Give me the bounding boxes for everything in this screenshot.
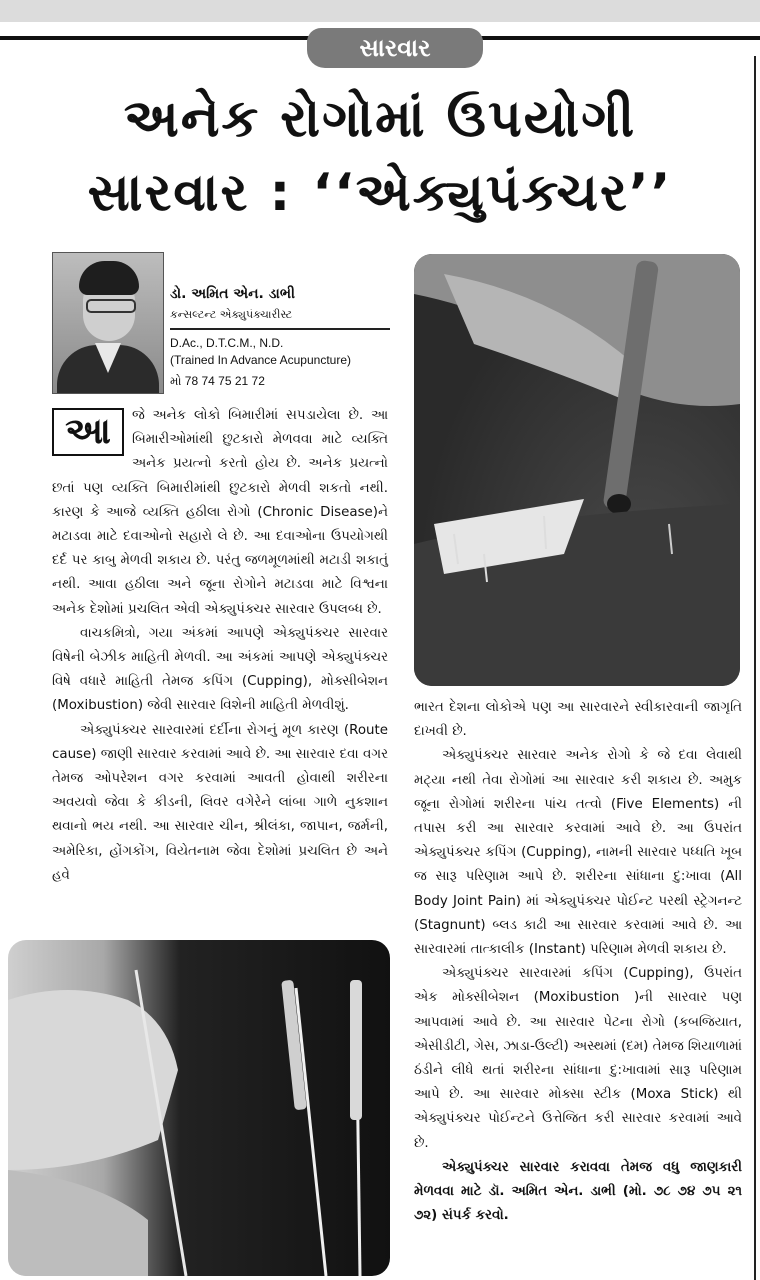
article-paragraph: ભારત દેશના લોકોએ પણ આ સારવારને સ્વીકારવાની જાગૃતિ દાખવી છે.: [414, 700, 742, 740]
author-phone: મો 78 74 75 21 72: [170, 374, 265, 388]
contact-paragraph: એક્યુપંક્ચર સારવાર કરાવવા તેમજ વધુ જાણકારી મેળવવા માટે ડૉ. અમિત એન. ડાભી (મો. ૭૮ ૭૪ ૭૫ ૨૧ ૭૨) સંપર્ક કરવો.: [414, 1159, 742, 1224]
article-paragraph: એક્યુપંક્ચર સારવારમાં કપિંગ (Cupping), ઉપરાંત એક મોક્સીબેશન (Moxibustion )ની સારવાર પણ આપવામાં આવે છે. આ સારવાર પેટના રોગો (કબજિયાત, એસીડીટી, ગેસ, ઝાડા-ઉલ્ટી) અસ્થમાં (દમ) તેમજ શિયાળામાં ઠંડીને લીધે થતાં શરીરના સાંધાના દુ:ખાવામાં સારૂ પરિણામ આપે છે. આ સારવાર મોક્સા સ્ટીક (Moxa Stick) થી એક્યુપંક્ચર પોઈન્ટને ઉત્તેજિત કરી સારવાર કરવામાં આવે છે.: [414, 966, 742, 1151]
top-band: [0, 0, 760, 22]
column-rule: [754, 56, 756, 1280]
author-photo: [52, 252, 164, 394]
author-divider: [170, 328, 390, 330]
headline-line-2: સારવાર : ‘‘એક્યુપંક્ચર’’: [87, 163, 673, 223]
section-tag: સારવાર: [307, 28, 483, 68]
moxa-stick-photo: [414, 254, 740, 686]
dropcap: આ: [52, 408, 124, 456]
article-paragraph: એક્યુપંક્ચર સારવાર અનેક રોગો કે જે દવા લેવાથી મટ્યા નથી તેવા રોગોમાં આ સારવાર કરી શકાય છે. અમુક જૂના રોગોમાં શરીરના પાંચ તત્વો (Five Elements) ની તપાસ કરી આ સારવાર કરવામાં આવે છે. આ ઉપરાંત એક્યુપંક્ચર કપિંગ (Cupping), નામની સારવાર પધ્ધતિ ખૂબ જ સારૂ પરિણામ આપે છે. શરીરના સાંધાના દુ:ખાવા (All Body Joint Pain) માં એક્યુપંક્ચર પોઈન્ટ પરથી સ્ટ્રેગનન્ટ (Stagnunt) બ્લડ કાઢી આ સારવાર કરવામાં આવે છે. આ સારવારમાં તાત્કાલીક (Instant) પરિણામ મેળવી શકાય છે.: [414, 748, 742, 958]
author-degrees: D.Ac., D.T.C.M., N.D.: [170, 336, 284, 350]
needles-photo: [8, 940, 390, 1276]
article-right-column: [414, 696, 742, 1228]
article-left-column: [52, 404, 388, 888]
author-title: કન્સલ્ટન્ટ એક્યુપંક્ચારીસ્ટ: [170, 308, 293, 321]
headline: [30, 82, 730, 230]
headline-line-1: અનેક રોગોમાં ઉપયોગી: [123, 89, 637, 149]
author-name: ડો. અમિત એન. ડાભી: [170, 286, 296, 302]
author-training: (Trained In Advance Acupuncture): [170, 353, 351, 367]
article-paragraph: એક્યુપંક્ચર સારવારમાં દર્દીના રોગનું મૂળ કારણ (Route cause) જાણી સારવાર કરવામાં આવે છે. આ સારવાર દવા વગર તેમજ ઓપરેશન વગર કરવામાં આવતી હોવાથી શરીરના અવયવો જેવા કે કીડની, લિવર વગેરેને લાંબા ગાળે નુકશાન થવાનો ભય નથી. આ સારવાર ચીન, શ્રીલંકા, જાપાન, જર્મની, અમેરિકા, હોંગકોંગ, વિયેતનામ જેવા દેશોમાં પ્રચલિત છે અને હવે: [52, 722, 388, 883]
article-paragraph: આ જે અનેક લોકો બિમારીમાં સપડાયેલા છે. આ બિમારીઓમાંથી છુટકારો મેળવવા માટે વ્યક્તિ અનેક પ્રયત્નો કરતો હોય છે. અનેક પ્રયત્નો છતાં પણ વ્યક્તિ બિમારીમાંથી છુટકારો મેળવી શકતો નથી. કારણ કે આજે વ્યક્તિ હઠીલા રોગો (Chronic Disease)ને મટાડવા માટે દવાઓનો સહારો લે છે. આ દવાઓના ઉપયોગથી દર્દ પર કાબુ મેળવી શકાય છે. પરંતુ જળમૂળમાંથી મટાડી શકાતું નથી. આવા હઠીલા અને જૂના રોગોને મટાડવા માટે વિશ્વના અનેક દેશોમાં પ્રચલિત એવી એક્યુપંક્ચર સારવાર ઉપલબ્ધ છે.: [52, 408, 388, 617]
article-paragraph: વાચકમિત્રો, ગયા અંકમાં આપણે એક્યુપંક્ચર સારવાર વિષેની બેઝીક માહિતી મેળવી. આ અંકમાં આપણે એક્યુપંક્ચર વિષે વધારે માહિતી તેમજ કપિંગ (Cupping), મોક્સીબેશન (Moxibustion) જેવી સારવાર વિશેની માહિતી મેળવીશું.: [52, 625, 388, 714]
